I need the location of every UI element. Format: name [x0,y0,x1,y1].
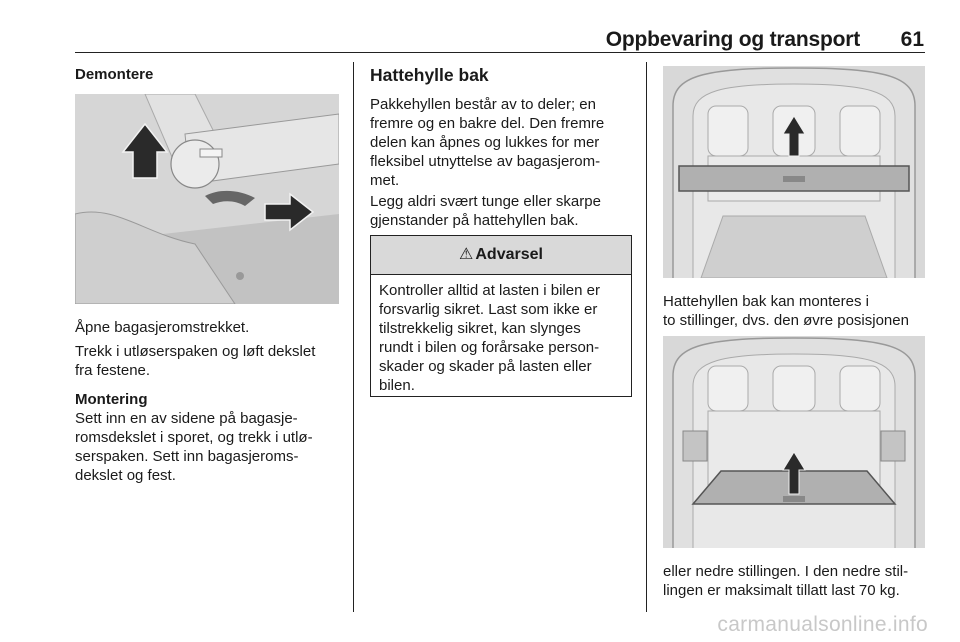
column-divider-left [353,62,354,612]
parcel-shelf-upper-position-figure [663,66,925,278]
parcel-shelf-lower-position-figure [663,336,925,548]
mounting-paragraph: Sett inn en av sidene på bagasje- romsdekslet i sporet, og trekk i utlø- serspaken. Sett inn bagasjeroms- dekslet og fest. [75,410,313,484]
section-heading-demontere: Demontere [75,66,154,83]
section-heading-hattehylle: Hattehylle bak [370,65,489,85]
removal-step-1: Åpne bagasjeromstrekket. [75,319,250,336]
lower-position-caption: eller nedre stillingen. I den nedre stil- lingen er maksimalt tillatt last 70 kg. [663,563,909,599]
removal-step-2: Trekk i utløserspaken og løft dekslet fra festene. [75,343,316,379]
page-title: Oppbevaring og transport [605,28,860,51]
warning-title: Advarsel [475,246,543,263]
upper-position-caption: Hattehyllen bak kan monteres i to stillinger, dvs. den øvre posisjonen [663,293,909,329]
warning-header [371,236,631,275]
page-number: 61 [900,28,924,51]
shelf-description-paragraph: Pakkehyllen består av to deler; en fremre og en bakre del. Den fremre delen kan åpnes og lukkes for mer fleksibel utnyttelse av bagasjerom- met. [370,96,605,189]
column-divider-right [646,62,647,612]
cargo-cover-removal-figure [75,94,339,304]
header-rule [75,52,925,53]
warning-text: Kontroller alltid at lasten i bilen er forsvarlig sikret. Last som ikke er tilstrekkelig sikret, kan slynges rundt i bilen og forårsake person- skader og skader på lasten eller bilen. [379,282,600,394]
parcel-shelf-lower-illustration [663,336,925,548]
sub-heading-montering: Montering [75,391,148,408]
cargo-cover-removal-illustration [75,94,339,304]
warning-box [370,235,632,397]
parcel-shelf-upper-illustration [663,66,925,278]
heavy-objects-note: Legg aldri svært tunge eller skarpe gjenstander på hattehyllen bak. [370,193,601,229]
watermark-text: carmanualsonline.info [717,613,928,636]
warning-triangle-icon: ⚠ [459,246,474,263]
